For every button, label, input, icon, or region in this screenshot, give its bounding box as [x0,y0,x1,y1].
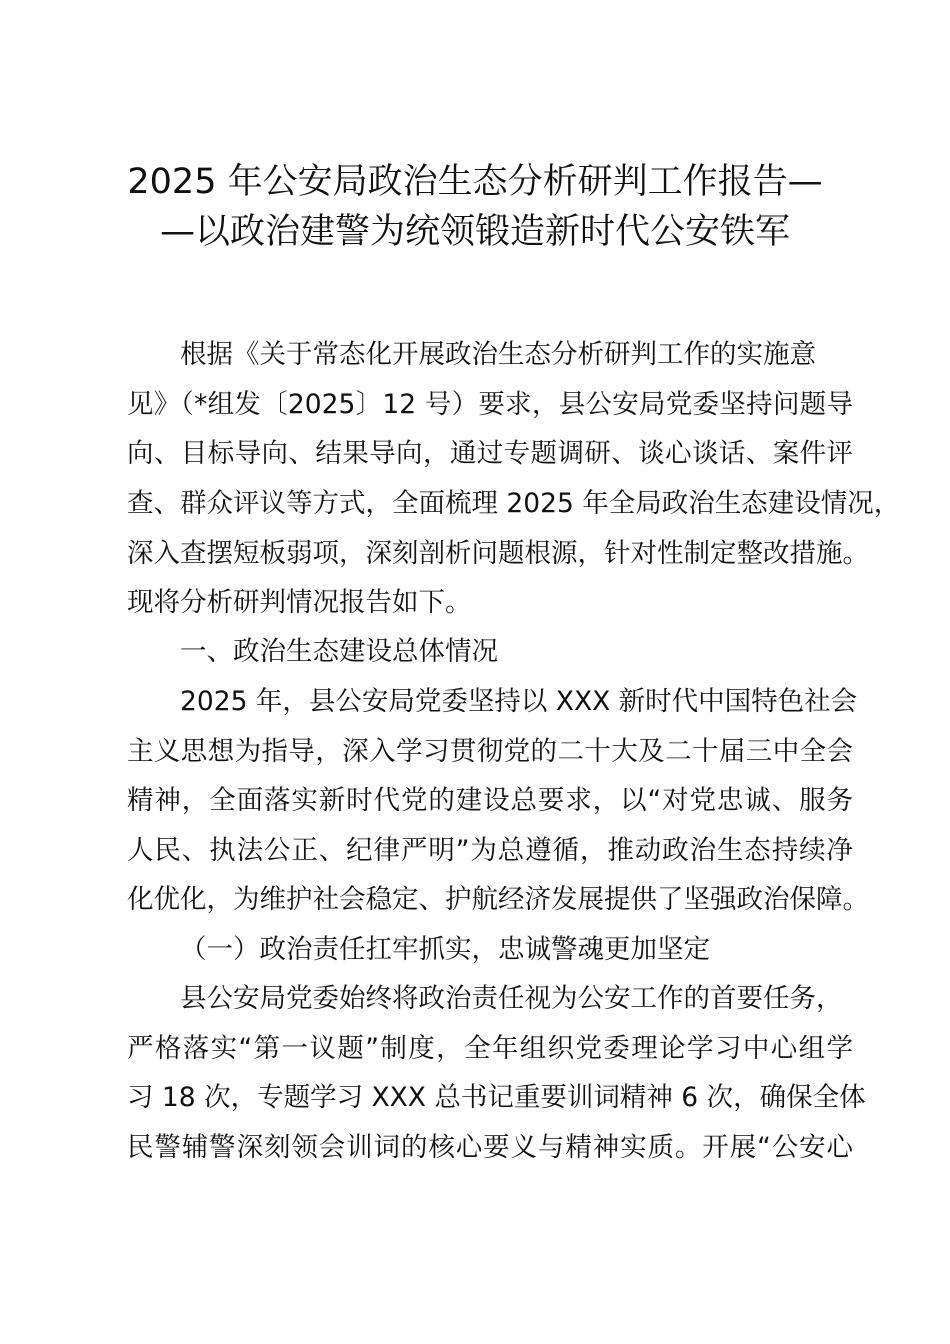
paragraph-line: 精神，全面落实新时代党的建设总要求，以“对党忠诚、服务 [127,785,853,816]
paragraph-line: 主义思想为指导，深入学习贯彻党的二十大及二十届三中全会 [127,736,853,767]
paragraph-line: 现将分析研判情况报告如下。 [127,587,472,618]
paragraph-line: 化优化，为维护社会稳定、护航经济发展提供了坚强政治保障。 [127,884,869,915]
paragraph-line: 2025 年，县公安局党委坚持以 XXX 新时代中国特色社会 [180,686,858,717]
paragraph-line: 深入查摆短板弱项，深刻剖析问题根源，针对性制定整改措施。 [127,538,869,569]
paragraph-line: 向、目标导向、结果导向，通过专题调研、谈心谈话、案件评 [127,438,853,469]
subsection-heading: （一）政治责任扛牢抓实，忠诚警魂更加坚定 [180,934,710,965]
document-title-line-2: —以政治建警为统领锻造新时代公安铁军 [159,212,790,252]
paragraph-line: 习 18 次，专题学习 XXX 总书记重要训词精神 6 次，确保全体 [127,1082,866,1113]
paragraph-line: 查、群众评议等方式，全面梳理 2025 年全局政治生态建设情况， [127,488,901,519]
paragraph-line: 县公安局党委始终将政治责任视为公安工作的首要任务， [180,983,843,1014]
section-heading: 一、政治生态建设总体情况 [180,636,498,667]
paragraph-line: 严格落实“第一议题”制度，全年组织党委理论学习中心组学 [127,1033,853,1064]
paragraph-line: 见》（*组发〔2025〕12 号）要求，县公安局党委坚持问题导 [127,389,853,420]
paragraph-line: 根据《关于常态化开展政治生态分析研判工作的实施意 [180,339,816,370]
paragraph-line: 人民、执法公正、纪律严明”为总遵循，推动政治生态持续净 [127,835,853,866]
document-title-line-1: 2025 年公安局政治生态分析研判工作报告— [127,162,823,202]
paragraph-line: 民警辅警深刻领会训词的核心要义与精神实质。开展“公安心 [127,1132,853,1163]
